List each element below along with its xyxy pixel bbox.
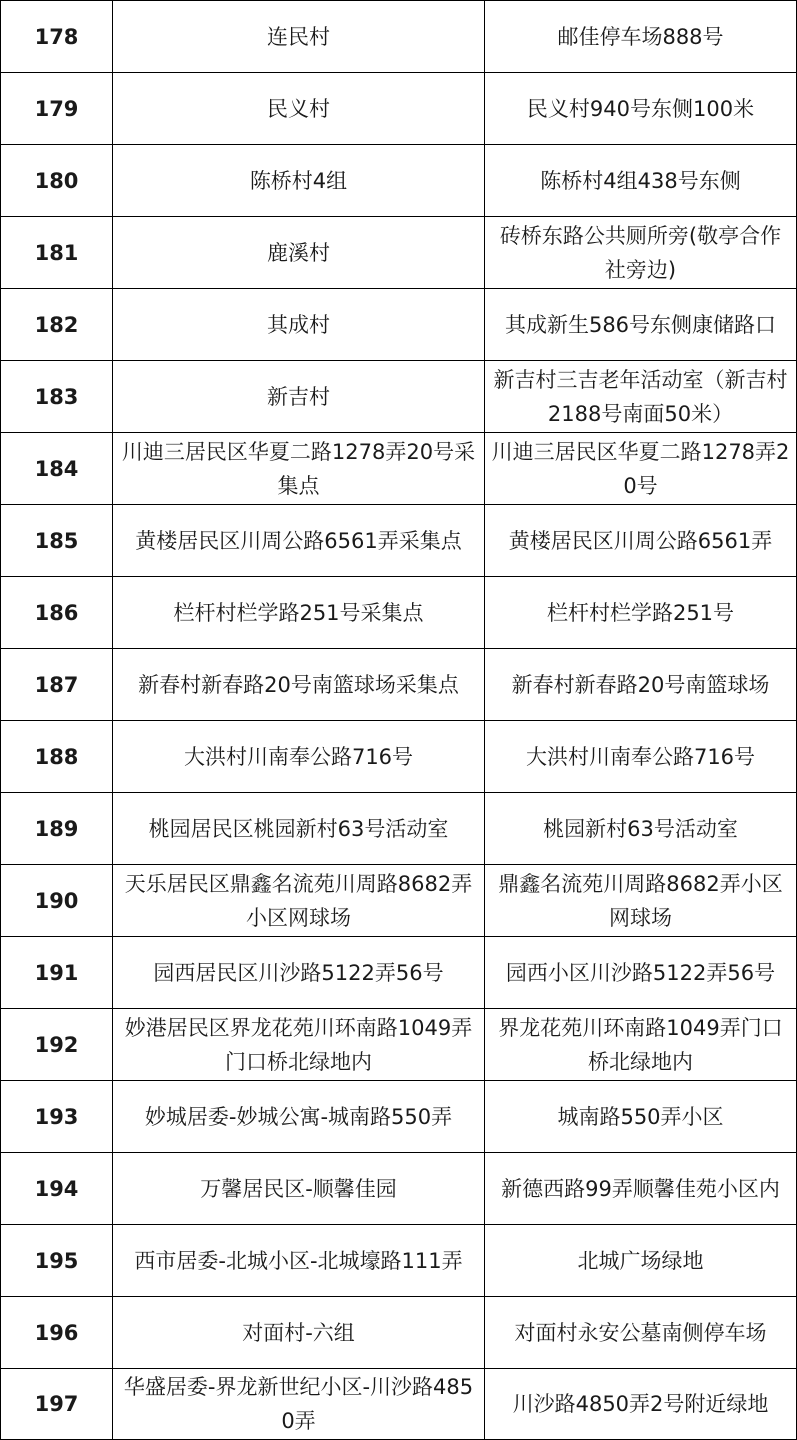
site-address xyxy=(485,937,797,1009)
table-row xyxy=(1,289,797,361)
row-number: 197 xyxy=(1,1369,113,1440)
site-address xyxy=(485,433,797,505)
table-row xyxy=(1,577,797,649)
row-number: 182 xyxy=(1,289,113,361)
site-name-text: 民义村 xyxy=(267,96,330,121)
table-row xyxy=(1,73,797,145)
site-address xyxy=(485,721,797,793)
site-name-text: 天乐居民区鼎鑫名流苑川周路8682弄小区网球场 xyxy=(124,871,473,930)
site-address-text: 对面村永安公墓南侧停车场 xyxy=(514,1320,767,1345)
site-name-text: 对面村-六组 xyxy=(242,1320,355,1345)
site-name xyxy=(113,217,485,289)
row-number: 195 xyxy=(1,1225,113,1297)
site-address-text: 邮佳停车场888号 xyxy=(557,24,724,49)
row-number: 186 xyxy=(1,577,113,649)
site-address-text: 砖桥东路公共厕所旁(敬亭合作社旁边) xyxy=(499,223,782,282)
site-name xyxy=(113,793,485,865)
site-name-text: 西市居委-北城小区-北城壕路111弄 xyxy=(134,1248,463,1273)
site-table-body xyxy=(1,1,797,1440)
row-number: 188 xyxy=(1,721,113,793)
site-name-text: 鹿溪村 xyxy=(267,240,330,265)
site-name xyxy=(113,865,485,937)
site-address xyxy=(485,217,797,289)
site-name xyxy=(113,649,485,721)
site-name xyxy=(113,73,485,145)
site-address xyxy=(485,1225,797,1297)
site-name xyxy=(113,145,485,217)
site-address xyxy=(485,1369,797,1440)
site-name xyxy=(113,505,485,577)
site-address-text: 桃园新村63号活动室 xyxy=(543,816,738,841)
row-number: 184 xyxy=(1,433,113,505)
site-address xyxy=(485,1081,797,1153)
site-address-text: 陈桥村4组438号东侧 xyxy=(540,168,741,193)
site-name-text: 华盛居委-界龙新世纪小区-川沙路4850弄 xyxy=(123,1375,474,1433)
row-number: 193 xyxy=(1,1081,113,1153)
site-address xyxy=(485,73,797,145)
site-name xyxy=(113,1081,485,1153)
site-name-text: 陈桥村4组 xyxy=(249,168,348,193)
table-row xyxy=(1,217,797,289)
row-number: 185 xyxy=(1,505,113,577)
table-row xyxy=(1,361,797,433)
row-number: 179 xyxy=(1,73,113,145)
site-address-text: 北城广场绿地 xyxy=(577,1248,704,1273)
table-row xyxy=(1,145,797,217)
site-name xyxy=(113,1009,485,1081)
row-number: 192 xyxy=(1,1009,113,1081)
row-number: 178 xyxy=(1,1,113,73)
site-name-text: 万馨居民区-顺馨佳园 xyxy=(200,1176,397,1201)
row-number: 196 xyxy=(1,1297,113,1369)
site-address-text: 新春村新春路20号南篮球场 xyxy=(511,672,770,697)
site-address xyxy=(485,289,797,361)
row-number: 180 xyxy=(1,145,113,217)
site-name-text: 妙港居民区界龙花苑川环南路1049弄门口桥北绿地内 xyxy=(124,1015,473,1074)
site-address xyxy=(485,1153,797,1225)
site-address xyxy=(485,649,797,721)
site-address-text: 园西小区川沙路5122弄56号 xyxy=(505,960,776,985)
site-address xyxy=(485,577,797,649)
site-address-text: 鼎鑫名流苑川周路8682弄小区网球场 xyxy=(498,871,783,930)
row-number: 187 xyxy=(1,649,113,721)
table-row xyxy=(1,505,797,577)
site-name-text: 黄楼居民区川周公路6561弄采集点 xyxy=(135,528,462,553)
site-address xyxy=(485,793,797,865)
site-name xyxy=(113,721,485,793)
site-address-text: 其成新生586号东侧康储路口 xyxy=(504,312,777,337)
site-name xyxy=(113,1297,485,1369)
site-address-text: 城南路550弄小区 xyxy=(557,1104,724,1129)
table-row xyxy=(1,1009,797,1081)
site-name-text: 连民村 xyxy=(267,24,330,49)
row-number: 181 xyxy=(1,217,113,289)
site-name-text: 大洪村川南奉公路716号 xyxy=(183,744,414,769)
site-name-text: 栏杆村栏学路251号采集点 xyxy=(173,600,424,625)
site-address xyxy=(485,1009,797,1081)
site-address-text: 民义村940号东侧100米 xyxy=(526,96,755,121)
row-number: 191 xyxy=(1,937,113,1009)
site-address xyxy=(485,1297,797,1369)
site-address-text: 新德西路99弄顺馨佳苑小区内 xyxy=(501,1176,780,1201)
row-number: 189 xyxy=(1,793,113,865)
site-name xyxy=(113,361,485,433)
table-row xyxy=(1,721,797,793)
site-name-text: 新吉村 xyxy=(267,384,330,409)
site-address xyxy=(485,145,797,217)
site-address xyxy=(485,865,797,937)
table-row xyxy=(1,1297,797,1369)
table-row xyxy=(1,433,797,505)
table-row xyxy=(1,865,797,937)
site-address-text: 新吉村三吉老年活动室（新吉村2188号南面50米） xyxy=(493,367,788,426)
site-name xyxy=(113,289,485,361)
site-name-text: 新春村新春路20号南篮球场采集点 xyxy=(138,672,459,697)
site-name-text: 川迪三居民区华夏二路1278弄20号采集点 xyxy=(121,439,476,498)
site-name xyxy=(113,577,485,649)
site-name-text: 妙城居委-妙城公寓-城南路550弄 xyxy=(144,1104,453,1129)
site-name-text: 桃园居民区桃园新村63号活动室 xyxy=(148,816,449,841)
site-address-text: 大洪村川南奉公路716号 xyxy=(525,744,756,769)
site-address xyxy=(485,1,797,73)
table-row xyxy=(1,1,797,73)
table-row xyxy=(1,1369,797,1440)
site-address-text: 栏杆村栏学路251号 xyxy=(546,600,735,625)
site-address xyxy=(485,505,797,577)
site-name xyxy=(113,1153,485,1225)
site-name-text: 其成村 xyxy=(267,312,330,337)
table-row xyxy=(1,937,797,1009)
site-address-text: 川沙路4850弄2号附近绿地 xyxy=(512,1392,769,1416)
table-row xyxy=(1,649,797,721)
site-name xyxy=(113,1225,485,1297)
table-row xyxy=(1,1153,797,1225)
table-row xyxy=(1,1081,797,1153)
table-row xyxy=(1,1225,797,1297)
site-name-text: 园西居民区川沙路5122弄56号 xyxy=(153,960,444,985)
site-name xyxy=(113,1369,485,1440)
site-name xyxy=(113,937,485,1009)
site-address-text: 黄楼居民区川周公路6561弄 xyxy=(508,528,773,553)
site-address-text: 川迪三居民区华夏二路1278弄20号 xyxy=(491,439,790,498)
site-name xyxy=(113,1,485,73)
table-row xyxy=(1,793,797,865)
site-address xyxy=(485,361,797,433)
row-number: 194 xyxy=(1,1153,113,1225)
site-name xyxy=(113,433,485,505)
site-address-text: 界龙花苑川环南路1049弄门口桥北绿地内 xyxy=(498,1015,783,1074)
row-number: 190 xyxy=(1,865,113,937)
row-number: 183 xyxy=(1,361,113,433)
